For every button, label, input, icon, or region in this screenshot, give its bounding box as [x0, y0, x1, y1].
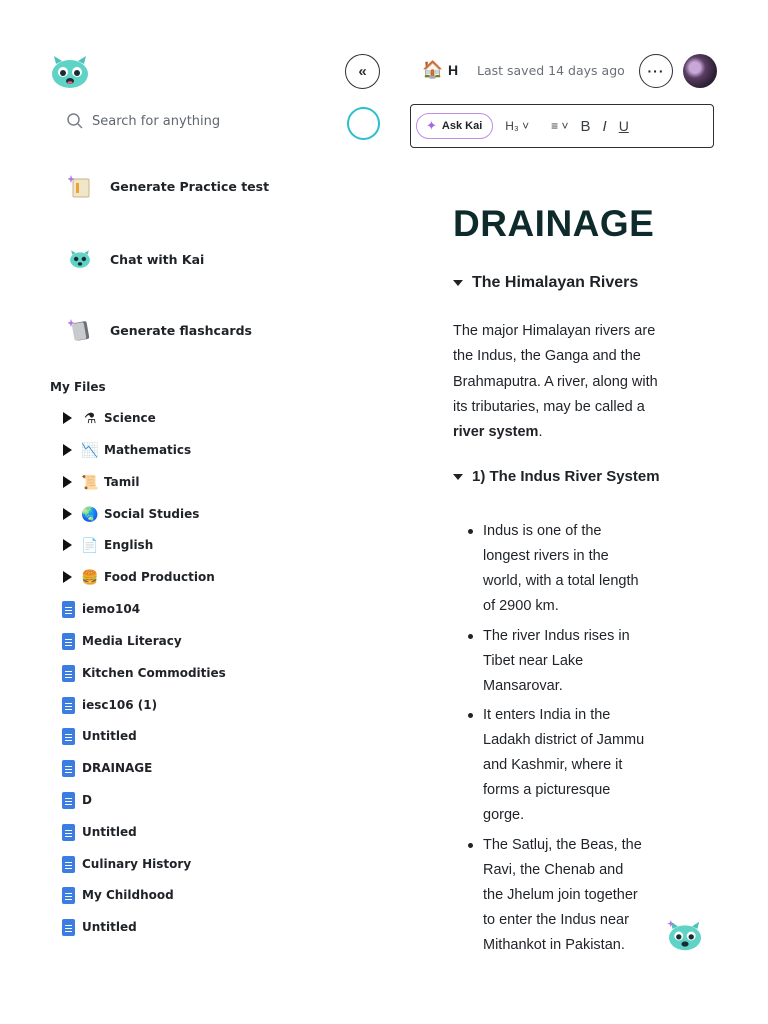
section-heading-indus[interactable]: 1) The Indus River System [453, 468, 660, 485]
collapse-caret-icon[interactable] [453, 474, 463, 480]
folder-mathematics[interactable]: 📉 Mathematics [63, 441, 191, 459]
file-item[interactable]: My Childhood [62, 886, 174, 904]
folder-science[interactable]: ⚗ Science [63, 409, 156, 427]
expand-arrow-icon[interactable] [63, 539, 72, 551]
search-bar[interactable] [66, 110, 220, 132]
document-icon [62, 887, 75, 904]
document-icon [62, 856, 75, 873]
list-item: The river Indus rises in Tibet near Lake Mansarovar. [466, 624, 646, 699]
collapse-caret-icon[interactable] [453, 280, 463, 286]
document-title-tab[interactable]: H [448, 62, 459, 78]
science-icon: ⚗ [83, 410, 97, 426]
generate-practice-test-button[interactable]: Generate Practice test [68, 174, 269, 198]
practice-test-icon [68, 174, 92, 198]
list-item: The Satluj, the Beas, the Ravi, the Chenab and the Jhelum join together to enter the Indus near Mithankot in Pakistan. [466, 833, 646, 958]
list-item: Indus is one of the longest rivers in the world, with a total length of 2900 km. [466, 519, 646, 619]
search-icon [66, 112, 84, 130]
file-item[interactable]: Untitled [62, 727, 137, 745]
document-icon [62, 633, 75, 650]
page-icon: 📄 [81, 537, 99, 553]
folder-social-studies[interactable]: 🌏 Social Studies [63, 505, 199, 523]
folder-english[interactable]: 📄 English [63, 536, 153, 554]
document-icon [62, 824, 75, 841]
document-icon [62, 792, 75, 809]
collapse-sidebar-button[interactable] [345, 54, 380, 89]
document-icon [62, 697, 75, 714]
file-item[interactable]: iesc106 (1) [62, 696, 157, 714]
kai-assistant-icon[interactable] [667, 920, 703, 952]
expand-arrow-icon[interactable] [63, 508, 72, 520]
file-item[interactable]: DRAINAGE [62, 759, 152, 777]
document-icon [62, 728, 75, 745]
file-item[interactable]: Media Literacy [62, 632, 182, 650]
file-item[interactable]: Kitchen Commodities [62, 664, 226, 682]
chat-with-kai-button[interactable]: Chat with Kai [68, 247, 204, 271]
more-options-button[interactable] [639, 54, 673, 88]
document-icon [62, 665, 75, 682]
folder-tamil[interactable]: 📜 Tamil [63, 473, 139, 491]
file-item[interactable]: Untitled [62, 823, 137, 841]
last-saved-status: Last saved 14 days ago [477, 63, 625, 78]
document-icon [62, 919, 75, 936]
align-dropdown[interactable]: ≡ ˅ [551, 119, 569, 133]
sparkle-icon: ✦ [426, 118, 437, 133]
chevrons-left-icon: « [358, 63, 367, 80]
paragraph: The major Himalayan rivers are the Indus, the Ganga and the Brahmaputra. A river, along with its tributaries, may be called a river system. [453, 323, 658, 441]
generate-flashcards-button[interactable]: Generate flashcards [68, 318, 252, 342]
expand-arrow-icon[interactable] [63, 476, 72, 488]
section-heading-himalayan[interactable]: The Himalayan Rivers [453, 274, 638, 292]
loading-ring [347, 107, 380, 140]
file-item[interactable]: Culinary History [62, 855, 191, 873]
globe-icon: 🌏 [81, 506, 99, 522]
search-input[interactable]: Search for anything [92, 113, 221, 129]
ellipsis-icon: ··· [647, 63, 665, 79]
home-icon[interactable]: 🏠 [422, 60, 444, 79]
italic-button[interactable]: I [602, 117, 607, 135]
my-files-heading: My Files [50, 380, 106, 394]
document-icon [62, 601, 75, 618]
file-item[interactable]: Untitled [62, 918, 137, 936]
page-title: DRAINAGE [453, 203, 655, 244]
kai-icon [68, 247, 92, 271]
folder-food-production[interactable]: 🍔 Food Production [63, 568, 215, 586]
ask-kai-button[interactable]: ✦ Ask Kai [416, 113, 493, 139]
flashcards-icon [68, 318, 92, 342]
burger-icon: 🍔 [81, 569, 99, 585]
avatar[interactable] [683, 54, 717, 88]
underline-button[interactable]: U [618, 118, 629, 134]
formatting-toolbar [410, 104, 714, 148]
kai-logo-icon[interactable] [50, 54, 90, 90]
list-item: It enters India in the Ladakh district of Jammu and Kashmir, where it forms a picturesque gorge. [466, 703, 646, 828]
document-icon [62, 760, 75, 777]
heading-dropdown[interactable]: H₃ ˅ [505, 119, 530, 133]
expand-arrow-icon[interactable] [63, 444, 72, 456]
expand-arrow-icon[interactable] [63, 412, 72, 424]
scroll-icon: 📜 [81, 474, 99, 490]
file-item[interactable]: D [62, 791, 92, 809]
file-item[interactable]: iemo104 [62, 600, 140, 618]
math-icon: 📉 [81, 442, 99, 458]
bold-button[interactable]: B [580, 117, 591, 135]
expand-arrow-icon[interactable] [63, 571, 72, 583]
bullet-list [466, 519, 646, 962]
